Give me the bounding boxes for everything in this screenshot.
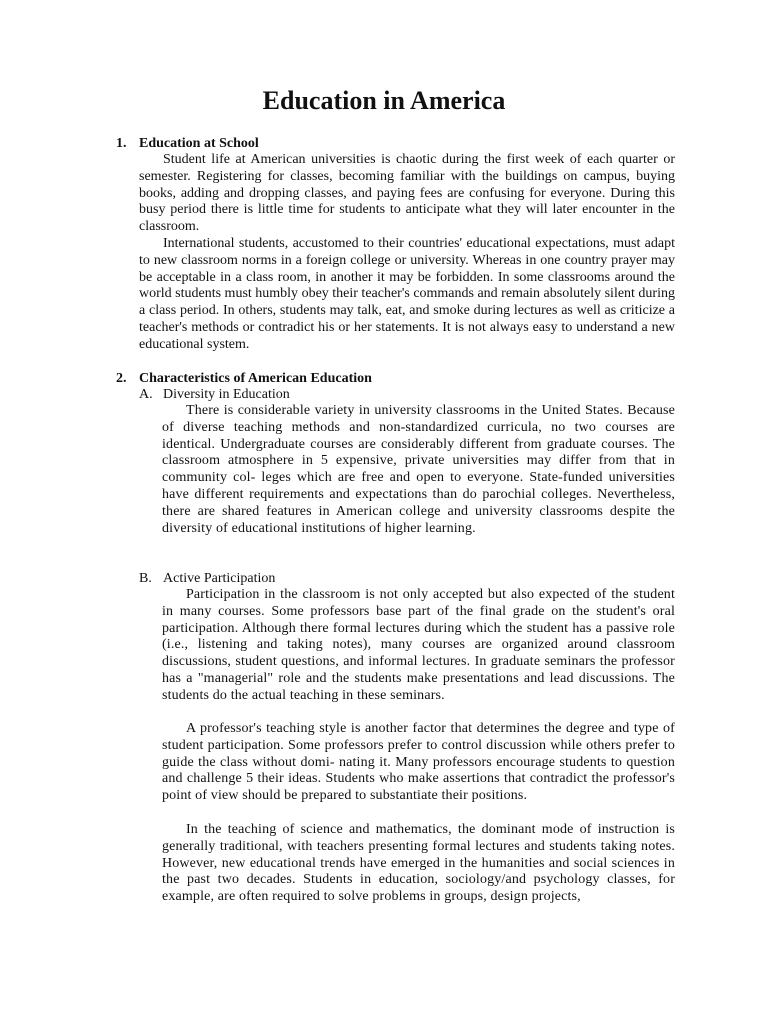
paragraph: There is considerable variety in university classrooms in the United States. Because of diverse teaching methods and non-standardized curricula, no two courses are identical. Undergraduate courses are considerably different from graduate courses. The classroom atmosphere in 5 expensive, private universities may differ from that in community col- leges which are free and open to everyone. State-funded universities have different requirements and expectations than do parochial colleges. Nevertheless, there are shared features in American college and university classrooms despite the diversity of educational institutions of higher learning.	[162, 403, 675, 536]
section-title: Characteristics of American Education	[139, 371, 372, 386]
paragraph: In the teaching of science and mathematics, the dominant mode of instruction is generally traditional, with teachers presenting formal lectures and students taking notes. However, new educational trends have emerged in the humanities and social sciences in the past two decades. Students in education, sociology/and psychology classes, for example, are often required to solve problems in groups, design projects,	[162, 822, 675, 905]
paragraph: International students, accustomed to their countries' educational expectations, must adapt to new classroom norms in a foreign college or university. Whereas in one country prayer may be acceptable in a class room, in another it may be forbidden. In some classrooms around the world students must humbly obey their teacher's commands and remain absolutely silent during a class period. In others, students may talk, eat, and smoke during lectures as well as criticize a teacher's methods or contradict his or her statements. It is not always easy to understand a new educational system.	[139, 236, 675, 352]
section-number: 1.	[116, 136, 127, 151]
paragraph: Participation in the classroom is not only accepted but also expected of the student in many courses. Some professors base part of the final grade on the student's oral participation. Although there formal lectures during which the student has a passive role (i.e., listening and taking notes), many courses are organized around classroom discussions, student questions, and informal lectures. In graduate seminars the professor has a "managerial" role and the students make presentations and lead discussions. The students do the actual teaching in these seminars.	[162, 587, 675, 703]
paragraph: A professor's teaching style is another factor that determines the degree and type of student participation. Some professors prefer to control discussion while others prefer to guide the class without domi- nating it. Many professors encourage students to question and challenge 5 their ideas. Students who make assertions that contradict the professor's point of view should be prepared to substantiate their positions.	[162, 721, 675, 804]
subsection-title: Diversity in Education	[163, 387, 290, 402]
subsection-title: Active Participation	[163, 571, 276, 586]
page-title: Education in America	[262, 86, 506, 115]
paragraph: Student life at American universities is chaotic during the first week of each quarter or semester. Registering for classes, becoming familiar with the buildings on campus, buying books, adding and dropping classes, and paying fees are confusing for everyone. During this busy period there is little time for students to anticipate what they will later encounter in the classroom.	[139, 152, 675, 235]
section-title: Education at School	[139, 136, 259, 151]
subsection-letter: B.	[139, 571, 152, 586]
subsection-letter: A.	[139, 387, 153, 402]
section-number: 2.	[116, 371, 127, 386]
